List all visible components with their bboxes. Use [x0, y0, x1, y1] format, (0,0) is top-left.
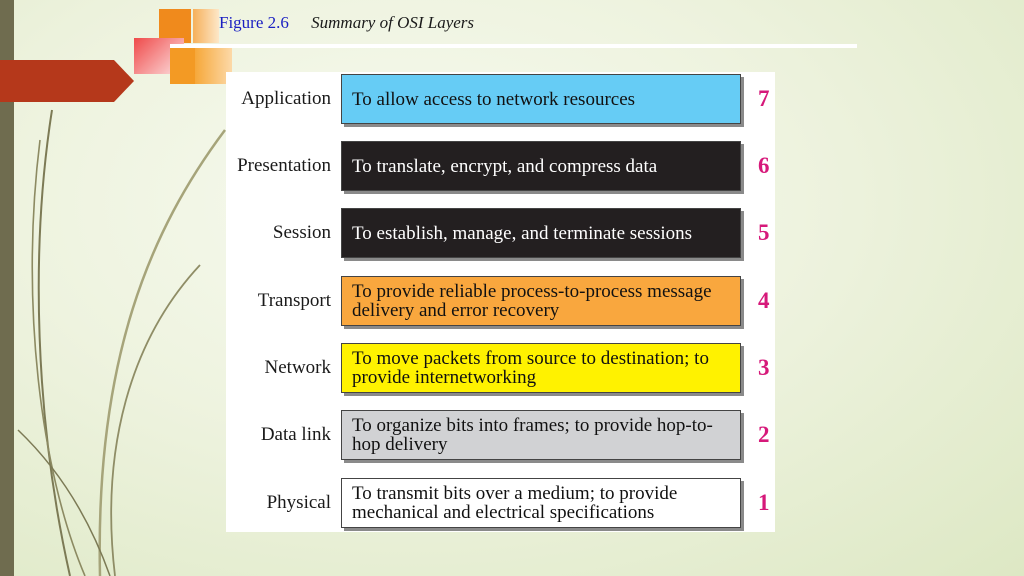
title-underline — [170, 44, 857, 48]
layer-description: To allow access to network resources — [352, 88, 636, 110]
title-arrow-tab — [0, 60, 134, 102]
layer-description: To translate, encrypt, and compress data — [352, 155, 658, 177]
layer-description: To transmit bits over a medium; to provide mechanical and electrical specifications — [352, 483, 678, 523]
layer-number: 3 — [758, 355, 770, 380]
layer-number: 5 — [758, 220, 770, 245]
layer-row — [226, 343, 775, 393]
layer-row — [226, 478, 775, 528]
osi-layers-diagram — [226, 72, 775, 532]
layer-description-box — [341, 478, 741, 528]
layer-name: Network — [264, 357, 331, 378]
layer-row — [226, 208, 775, 258]
layer-description-box — [341, 141, 741, 191]
layer-number: 4 — [758, 288, 770, 313]
layer-description: To provide reliable process-to-process message delivery and error recovery — [352, 281, 712, 321]
layer-description-box — [341, 74, 741, 124]
figure-title — [219, 13, 474, 33]
figure-caption: Summary of OSI Layers — [311, 13, 475, 32]
layer-description-box — [341, 276, 741, 326]
layer-name: Application — [241, 88, 331, 109]
layer-name: Session — [272, 222, 331, 243]
layer-number: 1 — [758, 490, 770, 515]
layer-row — [226, 74, 775, 124]
layer-description-box — [341, 208, 741, 258]
layer-description: To move packets from source to destination; to provide internetworking — [352, 348, 709, 388]
layer-row — [226, 276, 775, 326]
figure-number: Figure 2.6 — [219, 13, 289, 32]
layer-number: 6 — [758, 153, 770, 178]
layer-row — [226, 410, 775, 460]
layer-description: To establish, manage, and terminate sessions — [352, 222, 693, 244]
layer-description: To organize bits into frames; to provide hop-to-hop delivery — [352, 415, 713, 455]
layer-name: Presentation — [237, 155, 331, 176]
layer-number: 2 — [758, 422, 770, 447]
layer-description-box — [341, 343, 741, 393]
layer-name: Data link — [260, 424, 331, 445]
orange-square-top-right — [193, 9, 219, 43]
layer-number: 7 — [758, 86, 770, 111]
layer-name: Physical — [266, 492, 331, 513]
layer-row — [226, 141, 775, 191]
layer-description-box — [341, 410, 741, 460]
layer-name: Transport — [257, 290, 331, 311]
